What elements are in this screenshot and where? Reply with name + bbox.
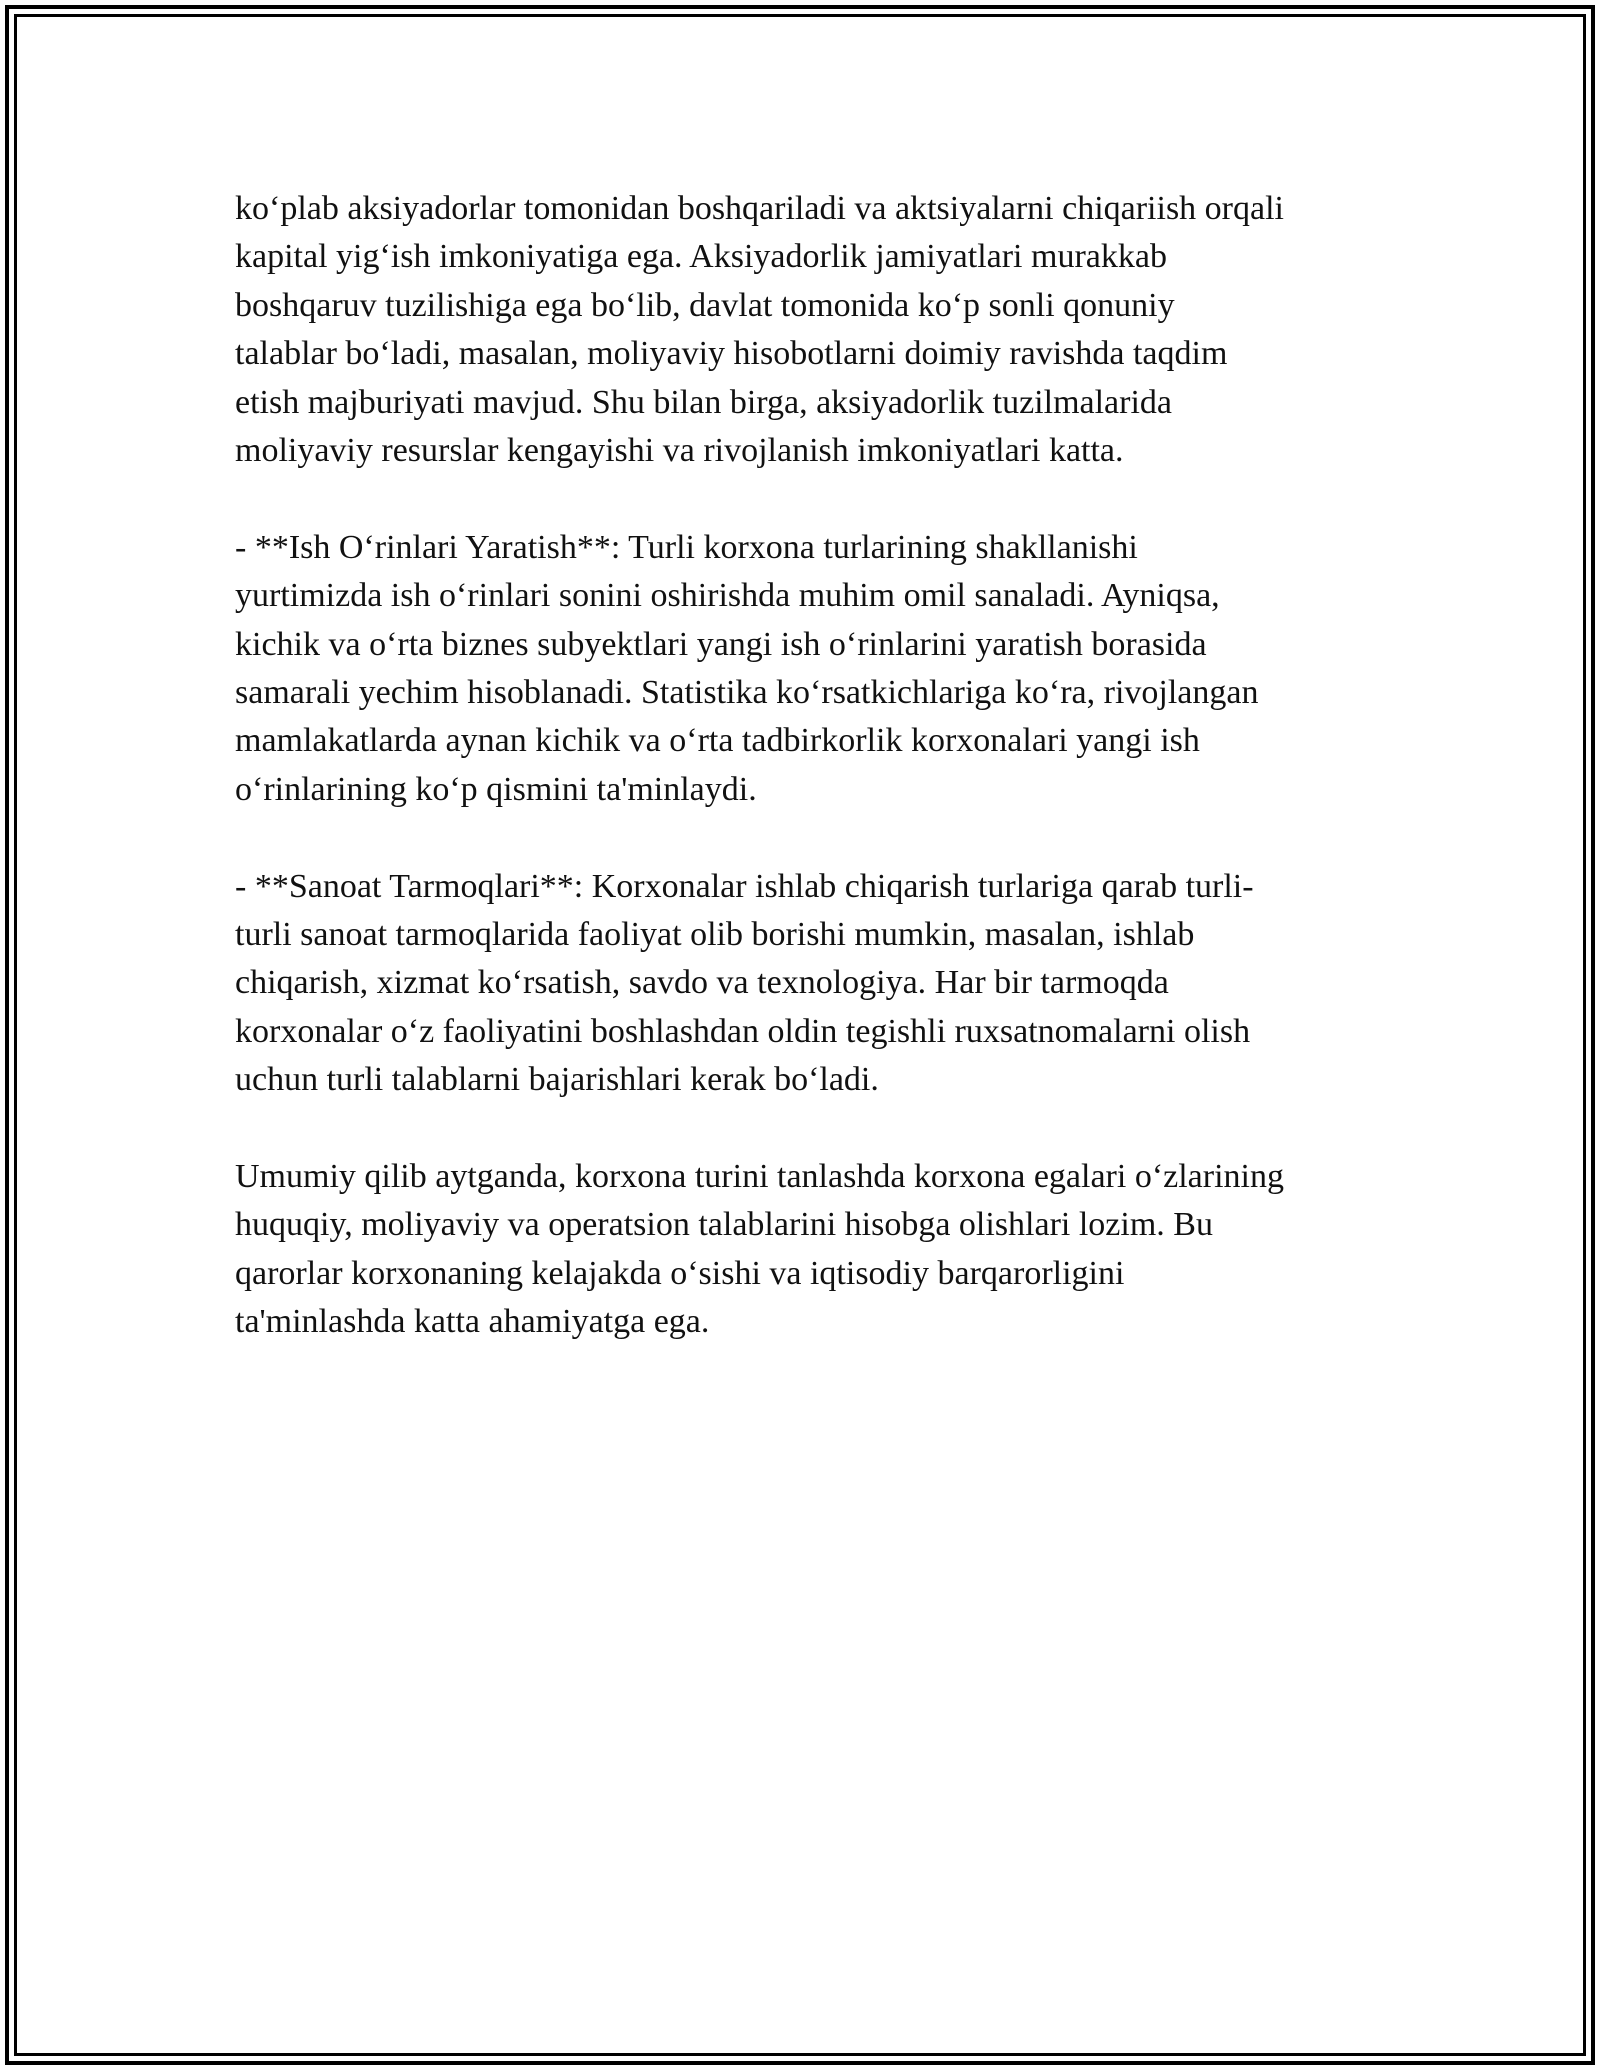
text-line: mamlakatlarda aynan kichik va o‘rta tadbirkorlik korxonalari yangi ish [235,722,1200,760]
document-body [235,185,1375,1395]
text-line: ko‘plab aksiyadorlar tomonidan boshqariladi va aktsiyalarni chiqariish orqali [235,190,1284,227]
paragraph-industry-sectors [235,863,1375,1105]
paragraph-conclusion [235,1153,1375,1347]
text-line: yurtimizda ish o‘rinlari sonini oshirishda muhim omil sanaladi. Ayniqsa, [235,577,1220,615]
text-line: - **Sanoat Tarmoqlari**: Korxonalar ishlab chiqarish turlariga qarab turli- [235,867,1254,905]
paragraph-job-creation [235,524,1375,814]
text-line: Umumiy qilib aytganda, korxona turini tanlashda korxona egalari o‘zlarining [235,1158,1284,1196]
text-line: huquqiy, moliyaviy va operatsion talablarini hisobga olishlari lozim. Bu [235,1206,1213,1244]
text-line: etish majburiyati mavjud. Shu bilan birga, aksiyadorlik tuzilmalarida [235,383,1173,421]
text-line: kapital yig‘ish imkoniyatiga ega. Aksiyadorlik jamiyatlari murakkab [235,238,1167,276]
text-line: - **Ish O‘rinlari Yaratish**: Turli korxona turlarining shakllanishi [235,528,1138,566]
text-line: o‘rinlarining ko‘p qismini ta'minlaydi. [235,770,757,808]
text-line: samarali yechim hisoblanadi. Statistika ko‘rsatkichlariga ko‘ra, rivojlangan [235,674,1259,712]
text-line: chiqarish, xizmat ko‘rsatish, savdo va texnologiya. Har bir tarmoqda [235,964,1169,1002]
text-line: ta'minlashda katta ahamiyatga ega. [235,1303,710,1341]
text-line: turli sanoat tarmoqlarida faoliyat olib borishi mumkin, masalan, ishlab [235,916,1195,954]
text-line: talablar bo‘ladi, masalan, moliyaviy hisobotlarni doimiy ravishda taqdim [235,335,1228,373]
paragraph-joint-stock-companies [235,185,1375,475]
text-line: boshqaruv tuzilishiga ega bo‘lib, davlat tomonida ko‘p sonli qonuniy [235,286,1175,324]
text-line: korxonalar o‘z faoliyatini boshlashdan oldin tegishli ruxsatnomalarni olish [235,1012,1251,1050]
text-line: qarorlar korxonaning kelajakda o‘sishi va iqtisodiy barqarorligini [235,1254,1125,1292]
text-line: uchun turli talablarni bajarishlari kerak bo‘ladi. [235,1061,879,1099]
text-line: moliyaviy resurslar kengayishi va rivojlanish imkoniyatlari katta. [235,432,1124,470]
text-line: kichik va o‘rta biznes subyektlari yangi ish o‘rinlarini yaratish borasida [235,625,1207,663]
